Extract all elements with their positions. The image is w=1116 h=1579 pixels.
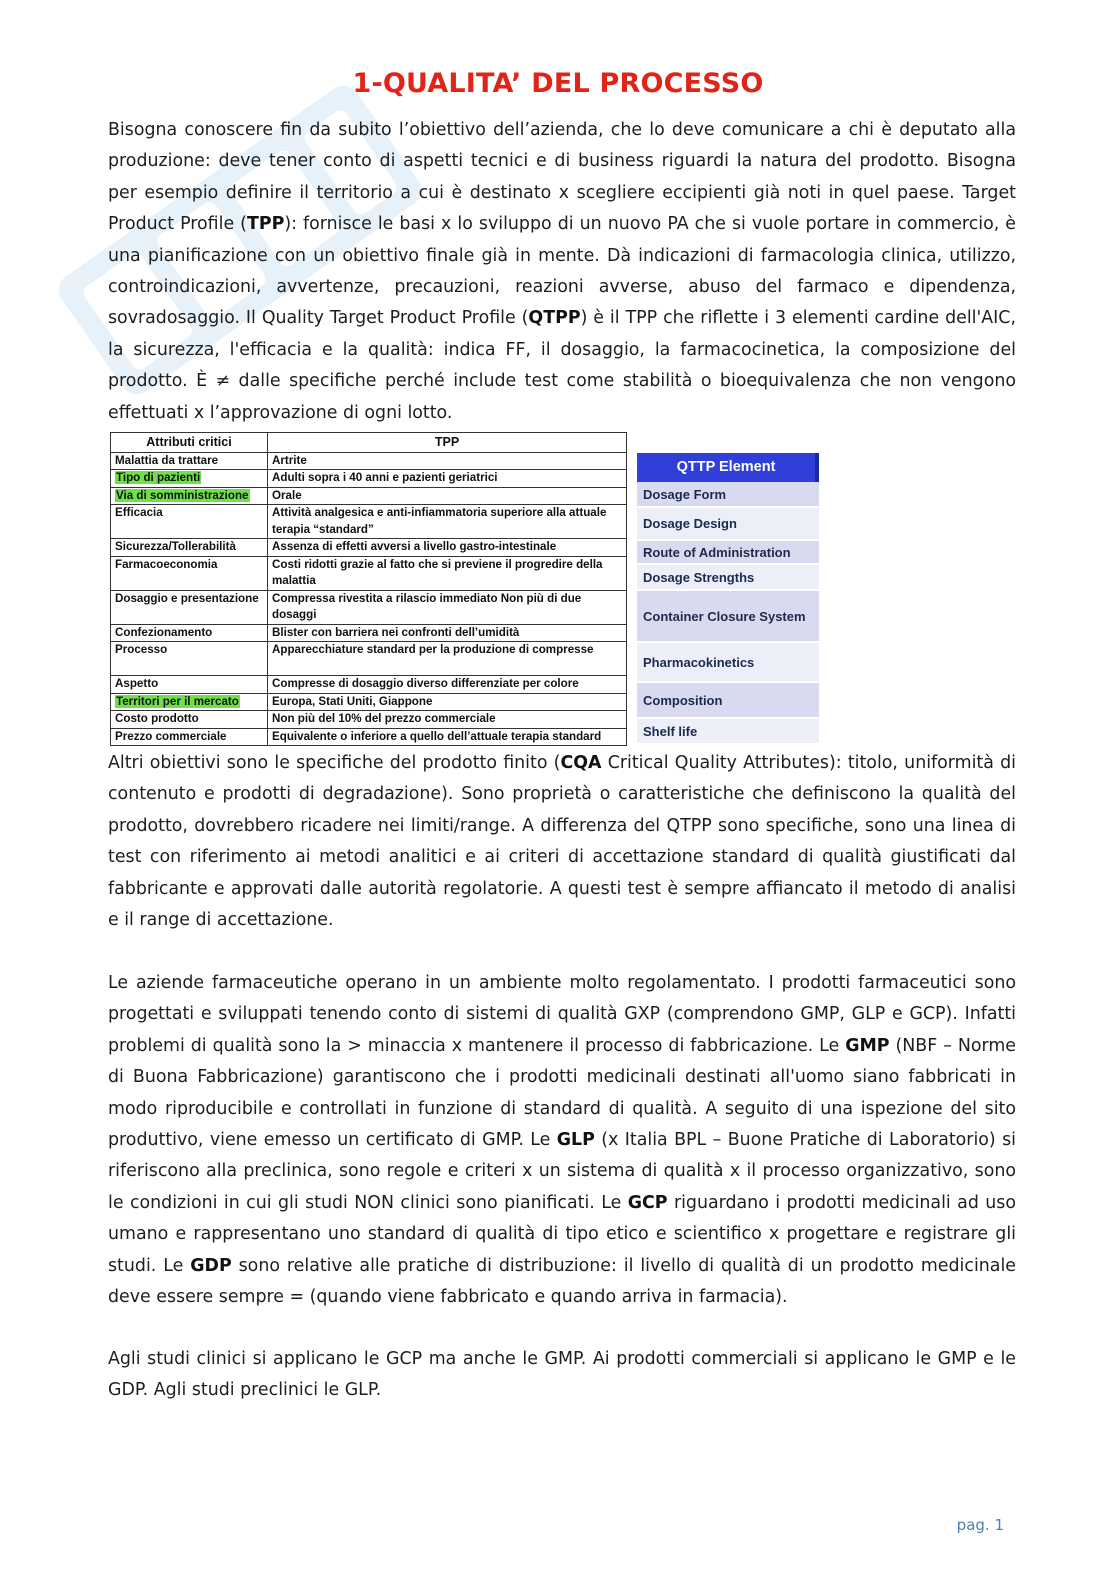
- attr-cell: Via di somministrazione: [116, 488, 249, 502]
- attr-cell: Tipo di pazienti: [116, 471, 201, 484]
- table-row: [111, 711, 627, 729]
- attr-cell: Prezzo commerciale: [115, 729, 227, 743]
- attr-cell: Aspetto: [115, 677, 159, 690]
- table-row: [111, 505, 627, 539]
- attr-cell: Territori per il mercato: [116, 694, 239, 708]
- attr-cell: Costo prodotto: [115, 712, 199, 725]
- tpp-cell: Europa, Stati Uniti, Giappone: [268, 693, 627, 711]
- tpp-table: [110, 432, 627, 746]
- table-row: [111, 590, 627, 624]
- attr-cell: Efficacia: [115, 506, 163, 519]
- qttp-item: Route of Administration: [637, 541, 819, 565]
- qttp-item: Composition: [637, 683, 819, 719]
- intro-paragraph: Bisogna conoscere fin da subito l’obiettivo dell’azienda, che lo deve comunicare a chi è deputato alla produzione: deve tener conto di aspetti tecnici e di business riguardi la natura del prodotto. Bisogna per esempio definire il territorio a cui è destinato x scegliere eccipienti già noti in quel paese. Target Product Profile (TPP): fornisce le basi x lo sviluppo di un nuovo PA che si vuole portare in commercio, è una pianificazione con un obiettivo finale già in mente. Dà indicazioni di farmacologia clinica, utilizzo, controindicazioni, avvertenze, precauzioni, reazioni avverse, abuso del farmaco e dipendenza, sovradosaggio. Il Quality Target Product Profile (QTPP) è il TPP che riflette i 3 elementi cardine dell'AIC, la sicurezza, l'efficacia e la qualità: indica FF, il dosaggio, la farmacocinetica, la composizione del prodotto. È ≠ dalle specifiche perché include test come stabilità o bioequivalenza che non vengono effettuati x l’approvazione di ogni lotto.: [108, 120, 1017, 423]
- tpp-cell: Assenza di effetti avversi a livello gastro-intestinale: [268, 539, 627, 557]
- tpp-cell: Attività analgesica e anti-infiammatoria superiore alla attuale terapia “standard”: [268, 505, 627, 539]
- tpp-cell: Adulti sopra i 40 anni e pazienti geriatrici: [268, 470, 627, 488]
- gxp-paragraph: Le aziende farmaceutiche operano in un ambiente molto regolamentato. I prodotti farmaceutici sono progettati e sviluppati tenendo conto di sistemi di qualità GXP (comprendono GMP, GLP e GCP). Infatti problemi di qualità sono la > minaccia x mantenere il processo di fabbricazione. Le GMP (NBF – Norme di Buona Fabbricazione) garantiscono che i prodotti medicinali destinati all'uomo siano fabbricati in modo riproducibile e controllati in funzione di standard di qualità. A seguito di una ispezione del sito produttivo, viene emesso un certificato di GMP. Le GLP (x Italia BPL – Buone Pratiche di Laboratorio) si riferiscono alla preclinica, sono regole e criteri x un sistema di qualità x il processo organizzativo, sono le condizioni in cui gli studi NON clinici sono pianificati. Le GCP riguardano i prodotti medicinali ad uso umano e rappresentano uno standard di qualità di tipo etico e scientifico x progettare e registrare gli studi. Le GDP sono relative alle pratiche di distribuzione: il livello di qualità di un prodotto medicinale deve essere sempre = (quando viene fabbricato e quando arriva in farmacia).: [108, 973, 1017, 1308]
- table-row: [111, 676, 627, 694]
- qttp-item: Dosage Form: [637, 482, 819, 508]
- table-row: [111, 556, 627, 590]
- table-row: [111, 693, 627, 711]
- page-number: pag. 1: [956, 1516, 1004, 1534]
- table-row: [111, 642, 627, 676]
- table-row: [111, 452, 627, 470]
- qttp-element-table: [637, 453, 819, 745]
- tpp-cell: Blister con barriera nei confronti dell’umidità: [268, 624, 627, 642]
- tpp-header-tpp: TPP: [268, 433, 627, 453]
- tpp-cell: Orale: [268, 487, 627, 505]
- qttp-header: QTTP Element: [637, 453, 819, 482]
- attr-cell: Farmacoeconomia: [115, 557, 218, 571]
- attr-cell: Confezionamento: [115, 625, 213, 639]
- tpp-cell: Equivalente o inferiore a quello dell’attuale terapia standard: [268, 728, 627, 746]
- tpp-header-attr: Attributi critici: [111, 433, 268, 453]
- table-row: [111, 470, 627, 488]
- tpp-cell: Non più del 10% del prezzo commerciale: [268, 711, 627, 729]
- qttp-item: Dosage Strengths: [637, 565, 819, 591]
- attr-cell: Processo: [115, 643, 168, 656]
- tpp-cell: Compresse di dosaggio diverso differenziate per colore: [268, 676, 627, 694]
- qttp-item: Container Closure System: [637, 591, 819, 643]
- attr-cell: Malattia da trattare: [115, 453, 219, 467]
- page-title: 1-QUALITA’ DEL PROCESSO: [352, 68, 764, 99]
- table-row: [111, 539, 627, 557]
- tpp-cell: Artrite: [268, 452, 627, 470]
- table-row: [111, 624, 627, 642]
- attr-cell: Dosaggio e presentazione: [115, 591, 259, 605]
- table-row: [111, 728, 627, 746]
- qttp-item: Dosage Design: [637, 508, 819, 541]
- table-row: [111, 487, 627, 505]
- attr-cell: Sicurezza/Tollerabilità: [115, 540, 236, 553]
- closing-paragraph: Agli studi clinici si applicano le GCP ma anche le GMP. Ai prodotti commerciali si applicano le GMP e le GDP. Agli studi preclinici le GLP.: [108, 1349, 1016, 1401]
- tpp-cell: Apparecchiature standard per la produzione di compresse: [268, 642, 627, 676]
- cqa-paragraph: Altri obiettivi sono le specifiche del prodotto finito (CQA Critical Quality Attributes): titolo, uniformità di contenuto e prodotti di degradazione). Sono proprietà o caratteristiche che definiscono la qualità del prodotto, dovrebbero ricadere nei limiti/range. A differenza del QTPP sono specifiche, sono una linea di test con riferimento ai metodi analitici e ai criteri di accettazione standard di qualità giustificati dal fabbricante e approvati dalle autorità regolatorie. A questi test è sempre affiancato il metodo di analisi e il range di accettazione.: [108, 753, 1016, 931]
- qttp-item: Shelf life: [637, 719, 819, 745]
- tpp-cell: Costi ridotti grazie al fatto che si previene il progredire della malattia: [268, 556, 627, 590]
- qttp-item: Pharmacokinetics: [637, 643, 819, 683]
- tpp-cell: Compressa rivestita a rilascio immediato Non più di due dosaggi: [268, 590, 627, 624]
